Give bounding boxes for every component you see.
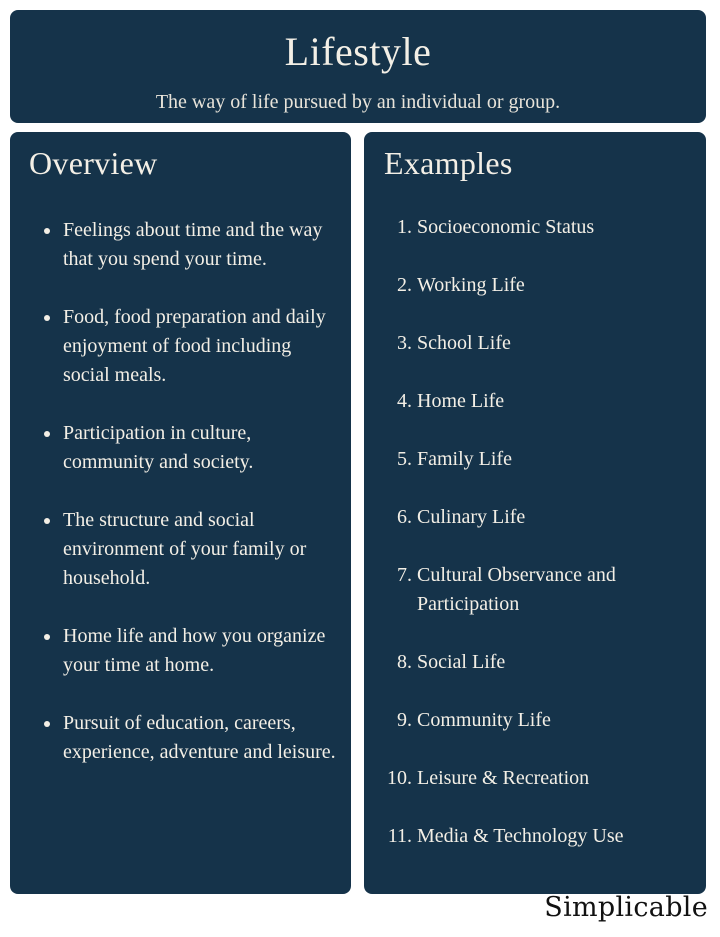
examples-panel bbox=[364, 132, 706, 894]
list-item bbox=[376, 329, 696, 358]
list-item-text: Social Life bbox=[417, 651, 506, 673]
item-number: 2. bbox=[397, 274, 412, 296]
list-item-text: Home life and how you organize your time at home. bbox=[63, 625, 326, 676]
list-item bbox=[376, 387, 696, 416]
bullet-icon bbox=[44, 431, 50, 437]
list-item bbox=[376, 706, 696, 735]
list-item-text: School Life bbox=[417, 332, 511, 354]
list-item-text: Culinary Life bbox=[417, 506, 526, 528]
list-item-text: Media & Technology Use bbox=[417, 825, 624, 847]
list-item-text: Leisure & Recreation bbox=[417, 767, 590, 789]
list-item-text: Socioeconomic Status bbox=[417, 216, 595, 238]
item-number: 5. bbox=[397, 448, 412, 470]
list-item bbox=[40, 216, 340, 274]
item-number: 3. bbox=[397, 332, 412, 354]
item-number: 7. bbox=[397, 564, 412, 586]
list-item-text: Cultural Observance and Participation bbox=[417, 564, 616, 615]
overview-heading: Overview bbox=[29, 145, 158, 181]
list-item-text: The structure and social environment of your family or household. bbox=[63, 509, 307, 589]
bullet-icon bbox=[44, 634, 50, 640]
list-item bbox=[376, 213, 696, 242]
list-item bbox=[40, 303, 340, 390]
header-panel bbox=[10, 10, 706, 123]
bullet-icon bbox=[44, 315, 50, 321]
list-item bbox=[376, 445, 696, 474]
item-number: 8. bbox=[397, 651, 412, 673]
list-item bbox=[40, 622, 340, 680]
list-item bbox=[40, 709, 340, 767]
item-number: 10. bbox=[387, 767, 412, 789]
brand-logo: Simplicable bbox=[544, 892, 708, 923]
examples-heading: Examples bbox=[384, 145, 513, 181]
examples-list bbox=[376, 213, 696, 880]
list-item bbox=[40, 419, 340, 477]
item-number: 1. bbox=[397, 216, 412, 238]
list-item bbox=[40, 506, 340, 593]
page-subtitle: The way of life pursued by an individual or group. bbox=[155, 91, 561, 113]
list-item-text: Participation in culture, community and society. bbox=[63, 422, 254, 473]
overview-list bbox=[40, 216, 340, 796]
list-item bbox=[376, 764, 696, 793]
list-item bbox=[376, 561, 696, 619]
item-number: 11. bbox=[387, 825, 412, 847]
list-item-text: Pursuit of education, careers, experience, adventure and leisure. bbox=[63, 712, 336, 763]
item-number: 9. bbox=[397, 709, 412, 731]
list-item-text: Feelings about time and the way that you spend your time. bbox=[63, 219, 323, 270]
bullet-icon bbox=[44, 518, 50, 524]
list-item-text: Family Life bbox=[417, 448, 512, 470]
item-number: 6. bbox=[397, 506, 412, 528]
list-item-text: Working Life bbox=[417, 274, 525, 296]
bullet-icon bbox=[44, 721, 50, 727]
list-item-text: Food, food preparation and daily enjoyment of food including social meals. bbox=[63, 306, 326, 386]
list-item bbox=[376, 271, 696, 300]
list-item bbox=[376, 503, 696, 532]
list-item-text: Community Life bbox=[417, 709, 551, 731]
list-item bbox=[376, 822, 696, 851]
list-item bbox=[376, 648, 696, 677]
page-title: Lifestyle bbox=[284, 29, 432, 74]
bullet-icon bbox=[44, 228, 50, 234]
list-item-text: Home Life bbox=[417, 390, 505, 412]
overview-panel bbox=[10, 132, 351, 894]
item-number: 4. bbox=[397, 390, 412, 412]
